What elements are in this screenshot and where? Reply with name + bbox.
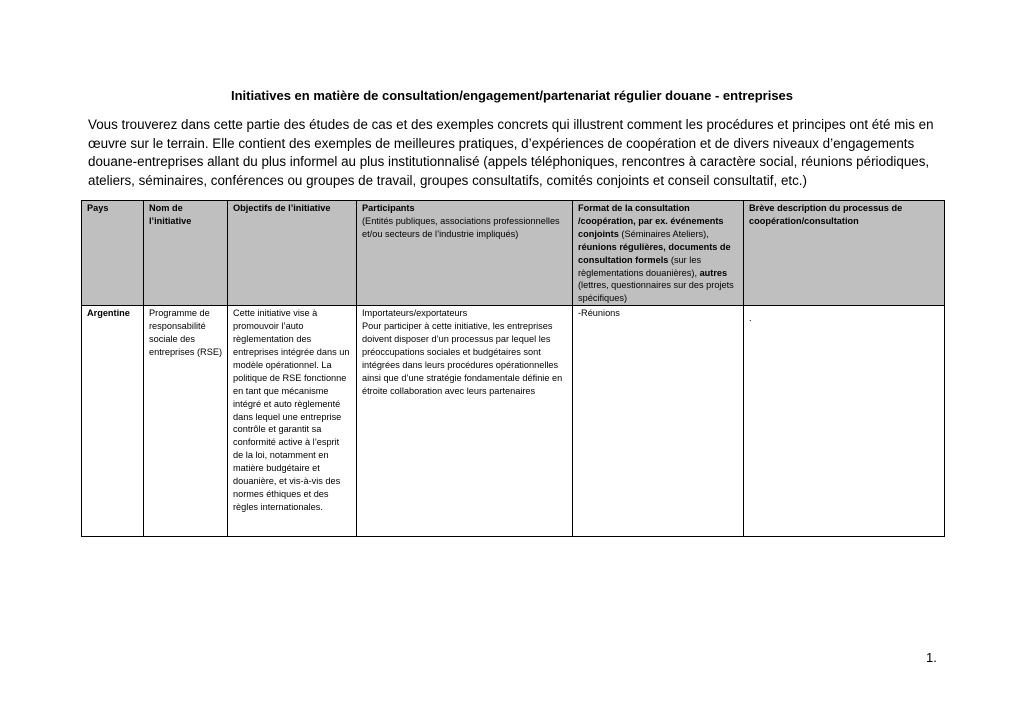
header-objectifs: Objectifs de l’initiative	[228, 201, 357, 306]
initiatives-table	[81, 200, 945, 537]
participants-line2: Pour participer à cette initiative, les entreprises doivent disposer d’un processus par lequel les préoccupations sociales et budgétaires sont intégrées dans leurs procédures opérationnelles ainsi que d’une stratégie fondamentale définie en étroite collaboration avec leurs partenaires	[362, 321, 563, 396]
header-participants-title: Participants	[362, 203, 415, 213]
header-format: Format de la consultation /coopération, par ex. événements conjoints (Séminaires Ateliers), réunions régulières, documents de consultation formels (sur les règlementations douanières), autres (lettres, questionnaires sur des projets spécifiques)	[573, 201, 744, 306]
page-number: 1.	[926, 650, 937, 665]
cell-objectifs: Cette initiative vise à promouvoir l’auto règlementation des entreprises intégrée dans un modèle opérationnel. La politique de RSE fonctionne en tant que mécanisme intégré et auto règlementé dans lequel une entreprise contrôle et garantit sa conformité active à l’esprit de la loi, notamment en matière budgétaire et douanière, et vis-à-vis des normes éthiques et des règles internationales.	[228, 306, 357, 537]
cell-pays: Argentine	[82, 306, 144, 537]
header-participants-sub: (Entités publiques, associations professionnelles et/ou secteurs de l’industrie impliqués)	[362, 215, 560, 239]
header-nom: Nom de l’initiative	[144, 201, 228, 306]
cell-description: .	[744, 306, 945, 537]
header-participants	[357, 201, 573, 306]
cell-participants	[357, 306, 573, 537]
table-row	[82, 306, 945, 537]
header-pays: Pays	[82, 201, 144, 306]
cell-format: -Réunions	[573, 306, 744, 537]
table-header-row	[82, 201, 945, 306]
header-description: Brève description du processus de coopération/consultation	[744, 201, 945, 306]
document-title: Initiatives en matière de consultation/engagement/partenariat régulier douane - entreprises	[230, 88, 794, 103]
participants-line1: Importateurs/exportateurs	[362, 308, 468, 319]
cell-nom: Programme de responsabilité sociale des entreprises (RSE)	[144, 306, 228, 537]
intro-paragraph: Vous trouverez dans cette partie des études de cas et des exemples concrets qui illustrent comment les procédures et principes ont été mis en œuvre sur le terrain. Elle contient des exemples de meilleures pratiques, d’expériences de coopération et de divers niveaux d’engagements douane-entreprises allant du plus informel au plus institutionnalisé (appels téléphoniques, rencontres à caractère social, réunions périodiques, ateliers, séminaires, conférences ou groupes de travail, groupes consultatifs, comités conjoints et conseil consultatif, etc.)	[88, 117, 934, 188]
